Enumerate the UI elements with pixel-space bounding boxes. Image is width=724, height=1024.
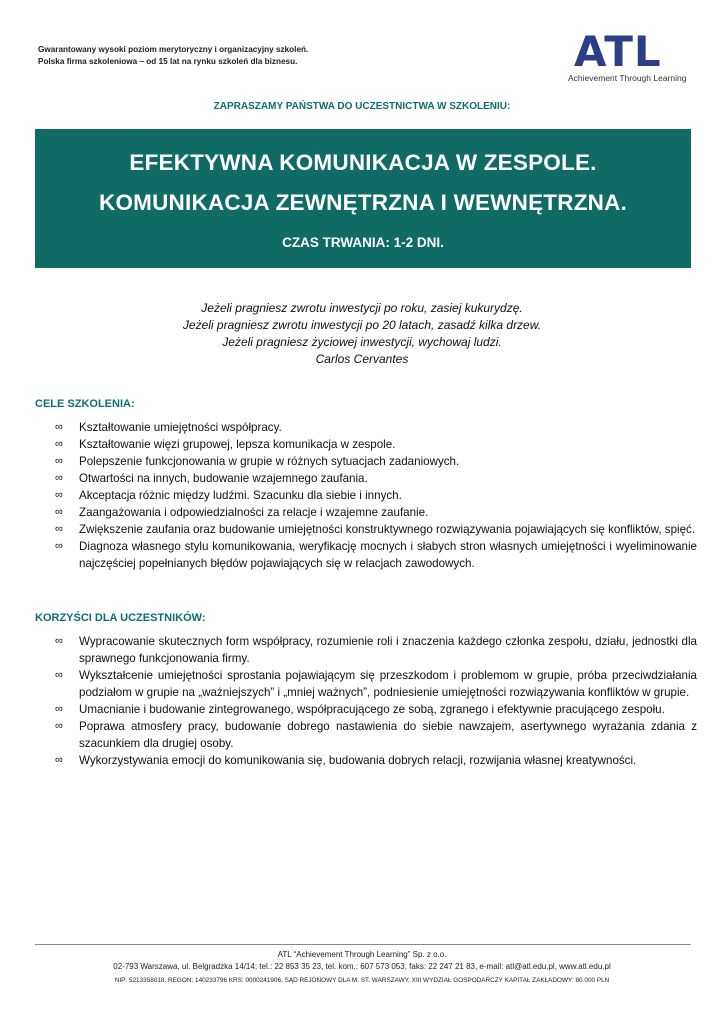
invitation-heading: ZAPRASZAMY PAŃSTWA DO UCZESTNICTWA W SZKOLENIU: <box>213 101 511 112</box>
benefits-list <box>55 633 697 769</box>
list-item: ∞ Kształtowanie więzi grupowej, lepsza komunikacja w zespole. <box>55 438 396 451</box>
header-tagline <box>38 44 308 68</box>
course-duration: CZAS TRWANIA: 1-2 DNI. <box>282 235 444 250</box>
list-item: ∞ Poprawa atmosfery pracy, budowanie dobrego nastawienia do siebie nawzajem, asertywnego wyrażania zdania z szacunkiem dla drugiej osoby. <box>55 720 697 750</box>
footer-contact: 02-793 Warszawa, ul. Belgradzka 14/14; tel.: 22 853 35 23, tel. kom.: 607 573 053, faks: 22 247 21 83, e-mail: atl@atl.edu.pl, www.atl.edu.pl <box>113 962 611 971</box>
infinity-bullet-icon: ∞ <box>55 635 63 647</box>
quote-line: Jeżeli pragniesz zwrotu inwestycji po roku, zasiej kukurydzę. <box>201 301 523 315</box>
course-title <box>35 143 691 223</box>
course-title-line-1: EFEKTYWNA KOMUNIKACJA W ZESPOLE. <box>129 150 597 175</box>
list-item: ∞ Wykształcenie umiejętności sprostania pojawiającym się przeszkodom i problemom w grupie, próba przeciwdziałania podziałom w grupie na „ważniejszych” i „mniej ważnych”, podniesienie umiejętności rozwiązywania konfliktów w grupie. <box>55 669 697 699</box>
infinity-bullet-icon: ∞ <box>55 438 63 450</box>
list-item: ∞ Otwartości na innych, budowanie wzajemnego zaufania. <box>55 472 368 485</box>
list-item: ∞ Zaangażowania i odpowiedzialności za relacje i wzajemne zaufanie. <box>55 506 429 519</box>
header-line-1: Gwarantowany wysoki poziom merytoryczny i organizacyjny szkoleń. <box>38 45 309 54</box>
goals-list <box>55 419 697 572</box>
list-item: ∞ Umacnianie i budowanie zintegrowanego, współpracującego ze sobą, zgranego i efektywnie pracującego zespołu. <box>55 703 665 716</box>
atl-logo <box>566 27 690 86</box>
header-line-2: Polska firma szkoleniowa – od 15 lat na rynku szkoleń dla biznesu. <box>38 57 298 66</box>
list-item: ∞ Wykorzystywania emocji do komunikowania się, budowania dobrych relacji, rozwijania własnej kreatywności. <box>55 754 637 767</box>
quote-line: Jeżeli pragniesz życiowej inwestycji, wychowaj ludzi. <box>222 335 502 349</box>
goals-title: CELE SZKOLENIA: <box>35 398 135 410</box>
footer-company: ATL “Achievement Through Learning” Sp. z o.o. <box>277 950 447 959</box>
infinity-bullet-icon: ∞ <box>55 523 63 535</box>
quote-author: Carlos Cervantes <box>315 352 409 366</box>
infinity-bullet-icon: ∞ <box>55 421 63 433</box>
quote-line: Jeżeli pragniesz zwrotu inwestycji po 20 latach, zasadź kilka drzew. <box>182 318 542 332</box>
course-title-line-2: KOMUNIKACJA ZEWNĘTRZNA I WEWNĘTRZNA. <box>99 190 627 215</box>
course-banner <box>35 129 691 268</box>
list-item: ∞ Wypracowanie skutecznych form współpracy, rozumienie roli i znaczenia każdego członka zespołu, działu, jednostki dla sprawnego funkcjonowania firmy. <box>55 635 697 665</box>
infinity-bullet-icon: ∞ <box>55 489 63 501</box>
list-item: ∞ Akceptacja różnic między ludźmi. Szacunku dla siebie i innych. <box>55 489 402 502</box>
logo-mark: ATL <box>574 27 662 76</box>
infinity-bullet-icon: ∞ <box>55 754 63 766</box>
infinity-bullet-icon: ∞ <box>55 506 63 518</box>
list-item: ∞ Zwiększenie zaufania oraz budowanie umiejętności konstruktywnego rozwiązywania pojawiających się konfliktów, spięć. <box>55 523 696 536</box>
infinity-bullet-icon: ∞ <box>55 669 63 681</box>
infinity-bullet-icon: ∞ <box>55 472 63 484</box>
quote-block <box>0 300 724 368</box>
infinity-bullet-icon: ∞ <box>55 540 63 552</box>
list-item: ∞ Polepszenie funkcjonowania w grupie w różnych sytuacjach zadaniowych. <box>55 455 460 468</box>
list-item: ∞ Diagnoza własnego stylu komunikowania, weryfikację mocnych i słabych stron własnych umiejętności i wyeliminowanie najczęściej popełnianych błędów pojawiających się w relacjach zawodowych. <box>55 540 697 570</box>
footer-registry: NIP: 5213358018, REGON: 140233796 KRS: 0000241906, SĄD REJONOWY DLA M. ST. WARSZAWY, XIII WYDZIAŁ GOSPODARCZY KAPITAŁ ZAKŁADOWY: 80.000 PLN <box>114 977 610 984</box>
logo-tagline: Achievement Through Learning <box>568 73 687 83</box>
benefits-title: KORZYŚCI DLA UCZESTNIKÓW: <box>35 612 206 624</box>
infinity-bullet-icon: ∞ <box>55 703 63 715</box>
footer-divider <box>35 944 691 945</box>
list-item: ∞ Kształtowanie umiejętności współpracy. <box>55 421 282 434</box>
infinity-bullet-icon: ∞ <box>55 720 63 732</box>
infinity-bullet-icon: ∞ <box>55 455 63 467</box>
